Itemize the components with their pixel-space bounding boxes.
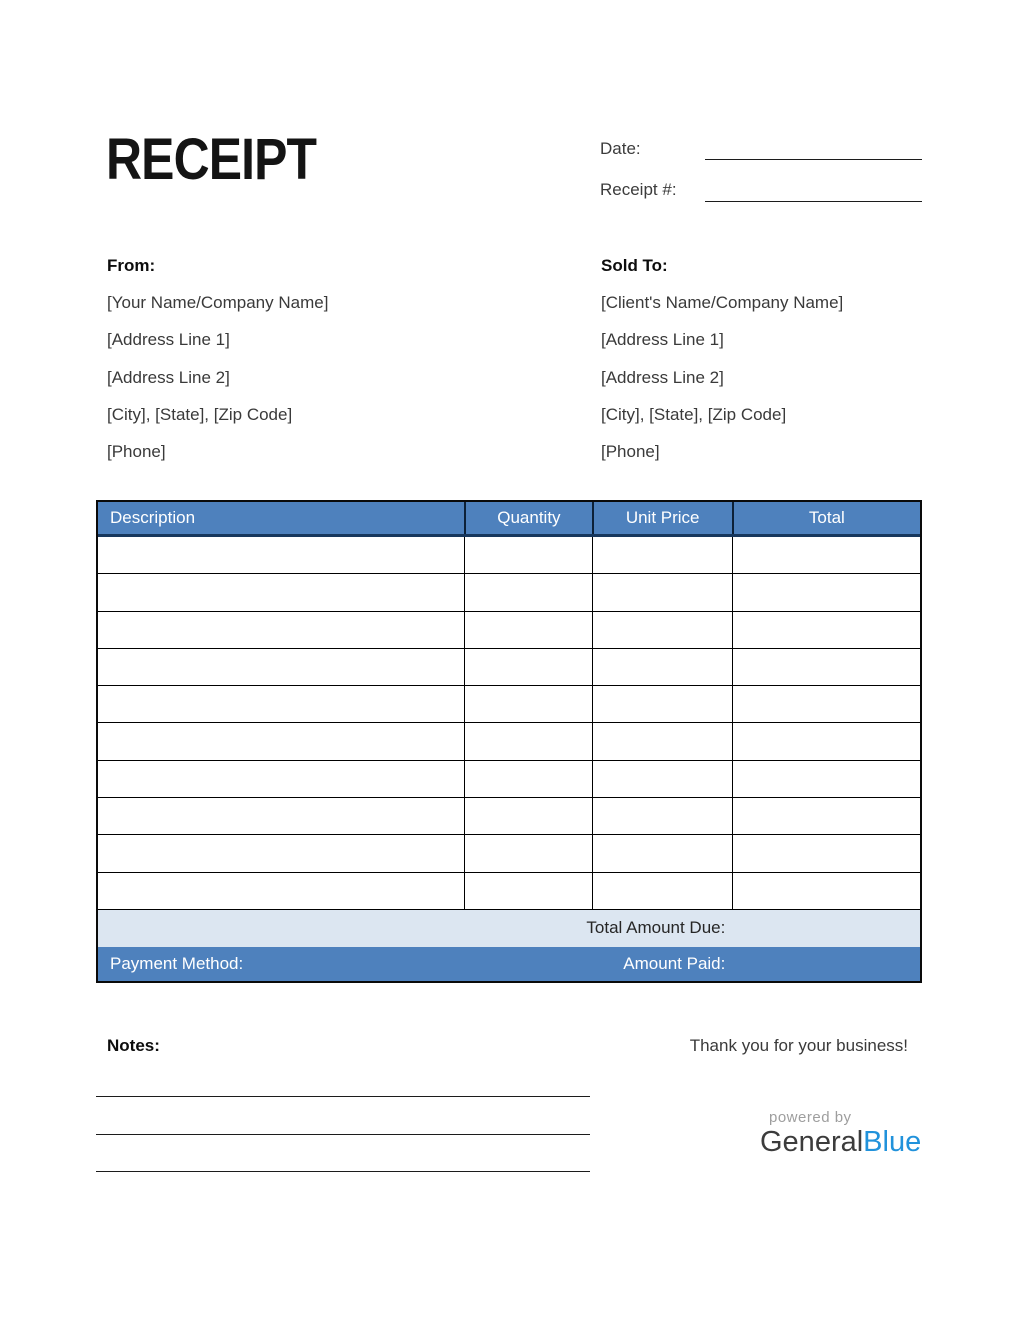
table-cell — [98, 798, 464, 834]
table-cell — [464, 612, 591, 648]
sold-to-city-line: [City], [State], [Zip Code] — [601, 404, 787, 424]
receipt-number-label: Receipt #: — [600, 180, 677, 199]
table-row — [98, 686, 920, 723]
table-cell — [98, 574, 464, 610]
table-cell — [732, 761, 920, 797]
payment-method-label: Payment Method: — [110, 953, 244, 973]
page-title: RECEIPT — [106, 127, 317, 192]
from-heading: From: — [107, 256, 156, 275]
table-cell — [464, 835, 591, 871]
sold-to-address-line-2: [Address Line 2] — [601, 367, 724, 387]
table-row — [98, 612, 920, 649]
table-cell — [464, 686, 591, 722]
table-cell — [98, 649, 464, 685]
date-label: Date: — [600, 139, 641, 158]
table-row — [98, 798, 920, 835]
total-amount-due-label: Total Amount Due: — [586, 918, 726, 938]
thank-you-note: Thank you for your business! — [689, 1036, 908, 1055]
table-cell — [98, 686, 464, 722]
table-cell — [732, 537, 920, 573]
brand-general-text: General — [760, 1126, 864, 1158]
table-row — [98, 537, 920, 574]
table-cell — [732, 798, 920, 834]
table-row — [98, 873, 920, 910]
table-row — [98, 835, 920, 872]
from-section — [107, 247, 328, 470]
column-header-unit-price: Unit Price — [592, 502, 732, 534]
table-cell — [732, 686, 920, 722]
table-cell — [592, 649, 732, 685]
powered-by-label: powered by — [769, 1109, 852, 1126]
brand-blue-text: Blue — [863, 1126, 922, 1158]
table-cell — [98, 835, 464, 871]
table-cell — [732, 612, 920, 648]
table-cell — [732, 649, 920, 685]
table-header-row — [98, 502, 920, 537]
from-phone-line: [Phone] — [107, 442, 166, 462]
table-row — [98, 761, 920, 798]
sold-to-address-line-1: [Address Line 1] — [601, 330, 724, 350]
payment-row — [98, 947, 920, 981]
from-city-line: [City], [State], [Zip Code] — [107, 404, 293, 424]
total-amount-due-row — [98, 910, 920, 947]
table-row — [98, 723, 920, 760]
table-cell — [464, 574, 591, 610]
column-header-total: Total — [732, 502, 920, 534]
table-cell — [98, 612, 464, 648]
table-row — [98, 574, 920, 611]
table-cell — [592, 873, 732, 909]
table-cell — [464, 761, 591, 797]
column-header-description: Description — [110, 508, 196, 527]
table-cell — [98, 537, 464, 573]
table-cell — [464, 873, 591, 909]
table-cell — [732, 574, 920, 610]
table-cell — [464, 798, 591, 834]
items-table — [96, 500, 922, 983]
table-cell — [98, 873, 464, 909]
from-address-line-2: [Address Line 2] — [107, 367, 230, 387]
table-cell — [732, 873, 920, 909]
notes-fill-line — [96, 1096, 590, 1097]
table-cell — [732, 835, 920, 871]
table-cell — [98, 761, 464, 797]
from-name-line: [Your Name/Company Name] — [107, 293, 329, 313]
table-row — [98, 649, 920, 686]
amount-paid-label: Amount Paid: — [623, 953, 726, 973]
table-cell — [592, 723, 732, 759]
column-header-quantity: Quantity — [464, 502, 591, 534]
from-address-line-1: [Address Line 1] — [107, 330, 230, 350]
table-cell — [592, 574, 732, 610]
receipt-number-fill-line — [705, 201, 922, 202]
sold-to-name-line: [Client's Name/Company Name] — [601, 293, 844, 313]
table-cell — [464, 723, 591, 759]
brand-logo — [760, 1126, 921, 1159]
sold-to-heading: Sold To: — [601, 256, 668, 275]
table-cell — [592, 798, 732, 834]
table-cell — [592, 761, 732, 797]
table-cell — [592, 835, 732, 871]
table-cell — [464, 649, 591, 685]
notes-fill-line — [96, 1171, 590, 1172]
sold-to-phone-line: [Phone] — [601, 442, 660, 462]
table-cell — [592, 537, 732, 573]
table-cell — [592, 612, 732, 648]
table-cell — [732, 723, 920, 759]
table-cell — [98, 723, 464, 759]
sold-to-section — [601, 247, 843, 470]
table-cell — [592, 686, 732, 722]
table-cell — [464, 537, 591, 573]
notes-heading: Notes: — [107, 1036, 160, 1055]
date-fill-line — [705, 159, 922, 160]
notes-fill-line — [96, 1134, 590, 1135]
